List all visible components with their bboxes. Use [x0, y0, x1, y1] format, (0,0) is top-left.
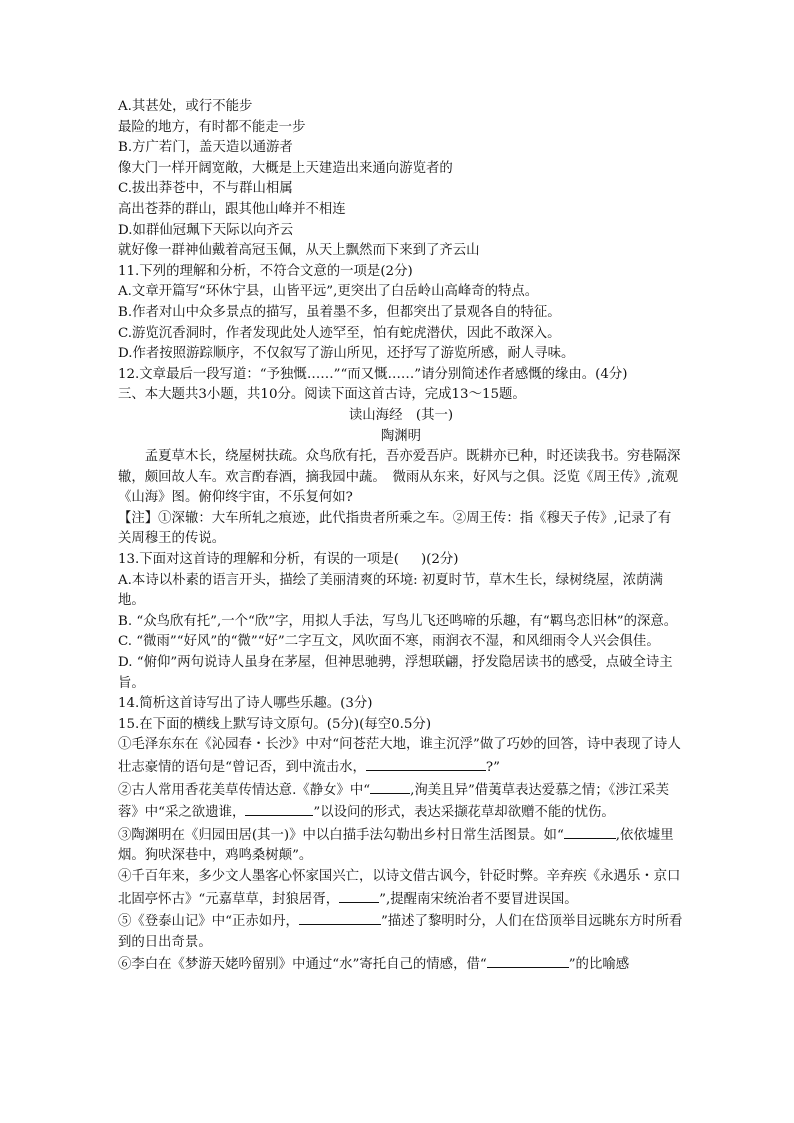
question-11-option-c: C.游览沉香洞时，作者发现此处人迹罕至，怕有蛇虎潜伏，因此不敢深入。 — [118, 325, 561, 341]
item-4-text-end: ”,提醒南宋统治者不要冒进误国。 — [379, 891, 578, 907]
fill-blank-3[interactable] — [245, 801, 313, 816]
question-13-option-b: B. “众鸟欣有托”,一个“欣”字，用拟人手法，写鸟儿飞还鸣啼的乐趣，有“羁鸟恋旧林”的深意。 — [118, 613, 678, 629]
question-15-item-5 — [118, 910, 684, 953]
item-4-text-start: ④千百年来，多少文人墨客心怀家国兴亡，以诗文借古讽今，针砭时弊。辛弃疾《永遇乐・京口北固亭怀古》“元嘉草草，封狼居胥， — [118, 868, 681, 907]
section-3-heading: 三、本大题共3小题，共10分。阅读下面这首古诗，完成13～15题。 — [118, 387, 526, 403]
item-2-text-end: ”以设问的形式，表达采撷花草却欲赠不能的忧伤。 — [313, 805, 615, 821]
poem-note: 【注】①深辙：大车所轧之痕迹，此代指贵者所乘之车。②周王传：指《穆天子传》,记录了有关周穆王的传说。 — [118, 510, 672, 547]
item-2-text-start: ②古人常用香花美草传情达意.《静女》中“ — [118, 782, 371, 798]
option-c-translation: 高出苍莽的群山，跟其他山峰并不相连 — [118, 201, 346, 217]
option-d-text: D.如群仙冠珮下天际以向齐云 — [118, 222, 294, 238]
option-a-translation: 最险的地方，有时都不能走一步 — [118, 119, 306, 135]
poem-title: 读山海经 (其一) — [348, 407, 454, 423]
poem-text: 孟夏草木长，绕屋树扶疏。众鸟欣有托，吾亦爱吾庐。既耕亦已种，时还读我书。穷巷隔深辙，颇回故人车。欢言酌春酒，摘我园中蔬。 微雨从东来，好风与之俱。泛览《周王传》,流观《山海》图。俯仰终宇宙，不乐复何如? — [118, 449, 681, 506]
question-15-item-6 — [118, 953, 684, 976]
question-13-option-d: D. “俯仰”两句说诗人虽身在茅屋，但神思驰骋，浮想联翩，抒发隐居读书的感受，点破全诗主旨。 — [118, 655, 673, 691]
question-12: 12.文章最后一段写道：“予独慨……”“而又慨……”请分别简述作者感慨的缘由。(4分) — [118, 366, 628, 382]
item-6-text-end: ”的比喻感 — [568, 957, 630, 973]
question-15-item-1 — [118, 735, 684, 778]
question-11-option-b: B.作者对山中众多景点的描写，虽着墨不多，但都突出了景观各自的特征。 — [118, 304, 561, 320]
item-6-text-start: ⑥李白在《梦游天姥吟留别》中通过“水”寄托自己的情感，借“ — [118, 957, 487, 973]
question-14: 14.简析这首诗写出了诗人哪些乐趣。(3分) — [118, 696, 373, 712]
fill-blank-4[interactable] — [564, 824, 616, 839]
item-2-text-mid: ,洵美且异”借荑草表达爱慕之情；《涉江采芙蓉》中“采之欲遗谁， — [118, 782, 669, 821]
item-3-text-end: ,依依墟里烟。狗吠深巷中，鸡鸣桑树颠”。 — [118, 827, 674, 864]
question-13-stem — [118, 550, 684, 571]
option-b-translation: 像大门一样开阔宽敞，大概是上天建造出来通向游览者的 — [118, 160, 453, 176]
item-1-text: ①毛泽东东在《沁园春・长沙》中对“问苍茫大地，谁主沉浮”做了巧妙的回答，诗中表现了诗人壮志豪情的语句是“曾记否，到中流击水， — [118, 737, 681, 775]
question-11-option-a: A.文章开篇写“环休宁县，山皆平远”,更突出了白岳岭山高峰奇的特点。 — [118, 284, 539, 300]
fill-blank-7[interactable] — [487, 953, 569, 968]
question-15-item-2 — [118, 779, 684, 824]
item-5-text-end: ”描述了黎明时分，人们在岱顶举目远眺东方时所看到的日出奇景。 — [118, 914, 683, 950]
fill-blank-6[interactable] — [299, 910, 381, 925]
poem-author: 陶渊明 — [380, 428, 422, 444]
option-c-text: C.拔出莽苍中，不与群山相属 — [118, 181, 293, 197]
question-13-option-a: A.本诗以朴素的语言开头，描绘了美丽清爽的环境: 初夏时节，草木生长，绿树绕屋，浓荫满地。 — [118, 572, 663, 609]
question-11-option-d: D.作者按照游踪顺序，不仅叙写了游山所见，还抒写了游览所感，耐人寻味。 — [118, 346, 575, 362]
option-a-text: A.其甚处，或行不能步 — [118, 99, 253, 114]
question-15-item-3 — [118, 824, 684, 867]
fill-blank-5[interactable] — [339, 888, 379, 903]
question-13-option-c: C. “微雨”“好风”的“微”“好”二字互文，风吹面不寒，雨润衣不湿，和风细雨令人兴会俱佳。 — [118, 634, 660, 650]
fill-blank-2[interactable] — [370, 779, 410, 794]
item-3-text-start: ③陶渊明在《归园田居(其一)》中以白描手法勾勒出乡村日常生活图景。如“ — [118, 827, 564, 843]
option-b-text: B.方广若门，盖天造以通游者 — [118, 140, 293, 156]
question-13-stem-end: )(2分) — [420, 552, 459, 568]
item-1-end: ?” — [485, 760, 500, 775]
option-d-translation: 就好像一群神仙戴着高冠玉佩，从天上飘然而下来到了齐云山 — [118, 243, 480, 259]
fill-blank-1[interactable] — [366, 756, 486, 771]
page-content — [118, 97, 684, 976]
question-15-stem: 15.在下面的横线上默写诗文原句。(5分)(每空0.5分) — [118, 716, 432, 732]
question-13-stem-start: 13.下面对这首诗的理解和分析，有误的一项是( — [118, 552, 399, 568]
question-11-stem: 11.下列的理解和分析，不符合文意的一项是(2分) — [118, 263, 413, 279]
question-15-item-4 — [118, 867, 684, 910]
item-5-text-start: ⑤《登泰山记》中“正赤如丹， — [118, 914, 299, 930]
